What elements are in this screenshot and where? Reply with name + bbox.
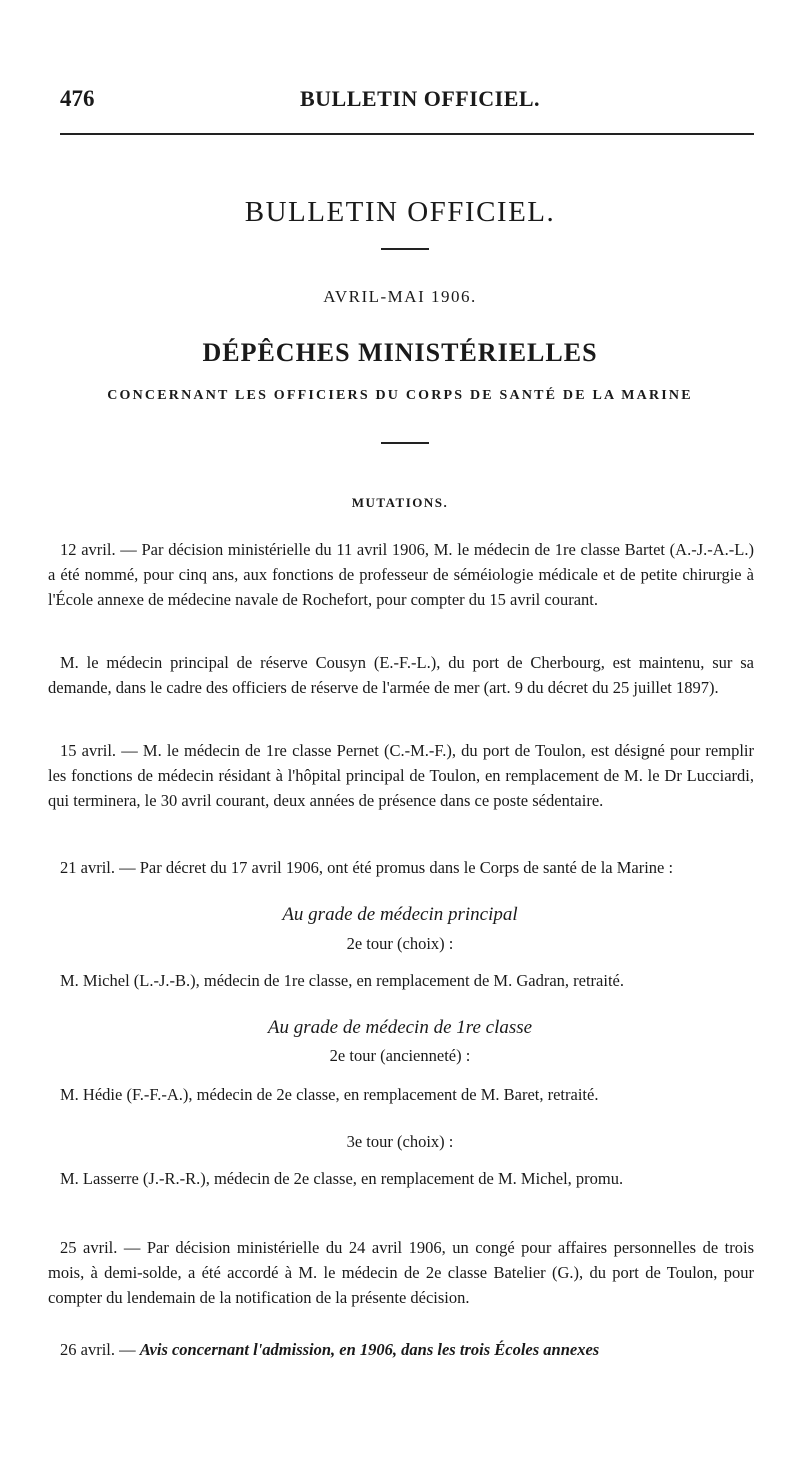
subtitle: CONCERNANT LES OFFICIERS DU CORPS DE SANTÉ DE LA MARINE [107, 388, 693, 403]
paragraph-26-avril [60, 1340, 754, 1360]
paragraph-date: 26 avril. — [60, 1340, 136, 1359]
header-rule [60, 133, 754, 135]
paragraph-21-avril: 21 avril. — Par décret du 17 avril 1906, ont été promus dans le Corps de santé de la Marine : [60, 858, 674, 877]
tour-heading-2: 2e tour (ancienneté) : [329, 1046, 471, 1065]
page-number: 476 [60, 86, 95, 111]
paragraph-25-avril: 25 avril. — Par décision ministérielle du 24 avril 1906, un congé pour affaires personnelles de trois mois, à demi-solde, a été accordé à M. le médecin de 2e classe Batelier (G.), du port de Toulon, pour compter du lendemain de la notification de la présente décision. [48, 1238, 754, 1307]
paragraph-15-avril: 15 avril. — M. le médecin de 1re classe Pernet (C.-M.-F.), du port de Toulon, est désigné pour remplir les fonctions de médecin résidant à l'hôpital principal de Toulon, en remplacement de M. le Dr Lucciardi, qui terminera, le 30 avril courant, deux années de présence dans ce poste sédentaire. [48, 741, 754, 810]
section-title: MUTATIONS. [351, 495, 449, 510]
running-header [60, 86, 752, 116]
running-title: BULLETIN OFFICIEL. [300, 86, 541, 111]
paragraph-lasserre: M. Lasserre (J.-R.-R.), médecin de 2e classe, en remplacement de M. Michel, promu. [60, 1169, 624, 1188]
grade-heading-principal: Au grade de médecin principal [282, 904, 518, 925]
paragraph-michel: M. Michel (L.-J.-B.), médecin de 1re classe, en remplacement de M. Gadran, retraité. [60, 971, 624, 990]
main-title: BULLETIN OFFICIEL. [244, 196, 556, 228]
tour-heading-3: 3e tour (choix) : [346, 1132, 454, 1151]
dispatch-title: DÉPÊCHES MINISTÉRIELLES [202, 338, 598, 367]
paragraph-italic-text: Avis concernant l'admission, en 1906, dans les trois Écoles annexes [139, 1340, 600, 1359]
tour-heading-1: 2e tour (choix) : [346, 934, 454, 953]
paragraph-12-avril: 12 avril. — Par décision ministérielle du 11 avril 1906, M. le médecin de 1re classe Bartet (A.-J.-A.-L.) a été nommé, pour cinq ans, aux fonctions de professeur de séméiologie médicale et de petite chirurgie à l'École annexe de médecine navale de Rochefort, pour compter du 15 avril courant. [48, 540, 754, 609]
grade-heading-1re-classe: Au grade de médecin de 1re classe [267, 1017, 533, 1038]
paragraph-cousyn: M. le médecin principal de réserve Cousyn (E.-F.-L.), du port de Cherbourg, est maintenu, sur sa demande, dans le cadre des officiers de réserve de l'armée de mer (art. 9 du décret du 25 juillet 1897). [48, 653, 754, 697]
subtitle-divider [381, 442, 429, 444]
paragraph-hedie: M. Hédie (F.-F.-A.), médecin de 2e classe, en remplacement de M. Baret, retraité. [60, 1085, 599, 1104]
title-divider [381, 248, 429, 250]
date-line: AVRIL-MAI 1906. [323, 287, 477, 306]
